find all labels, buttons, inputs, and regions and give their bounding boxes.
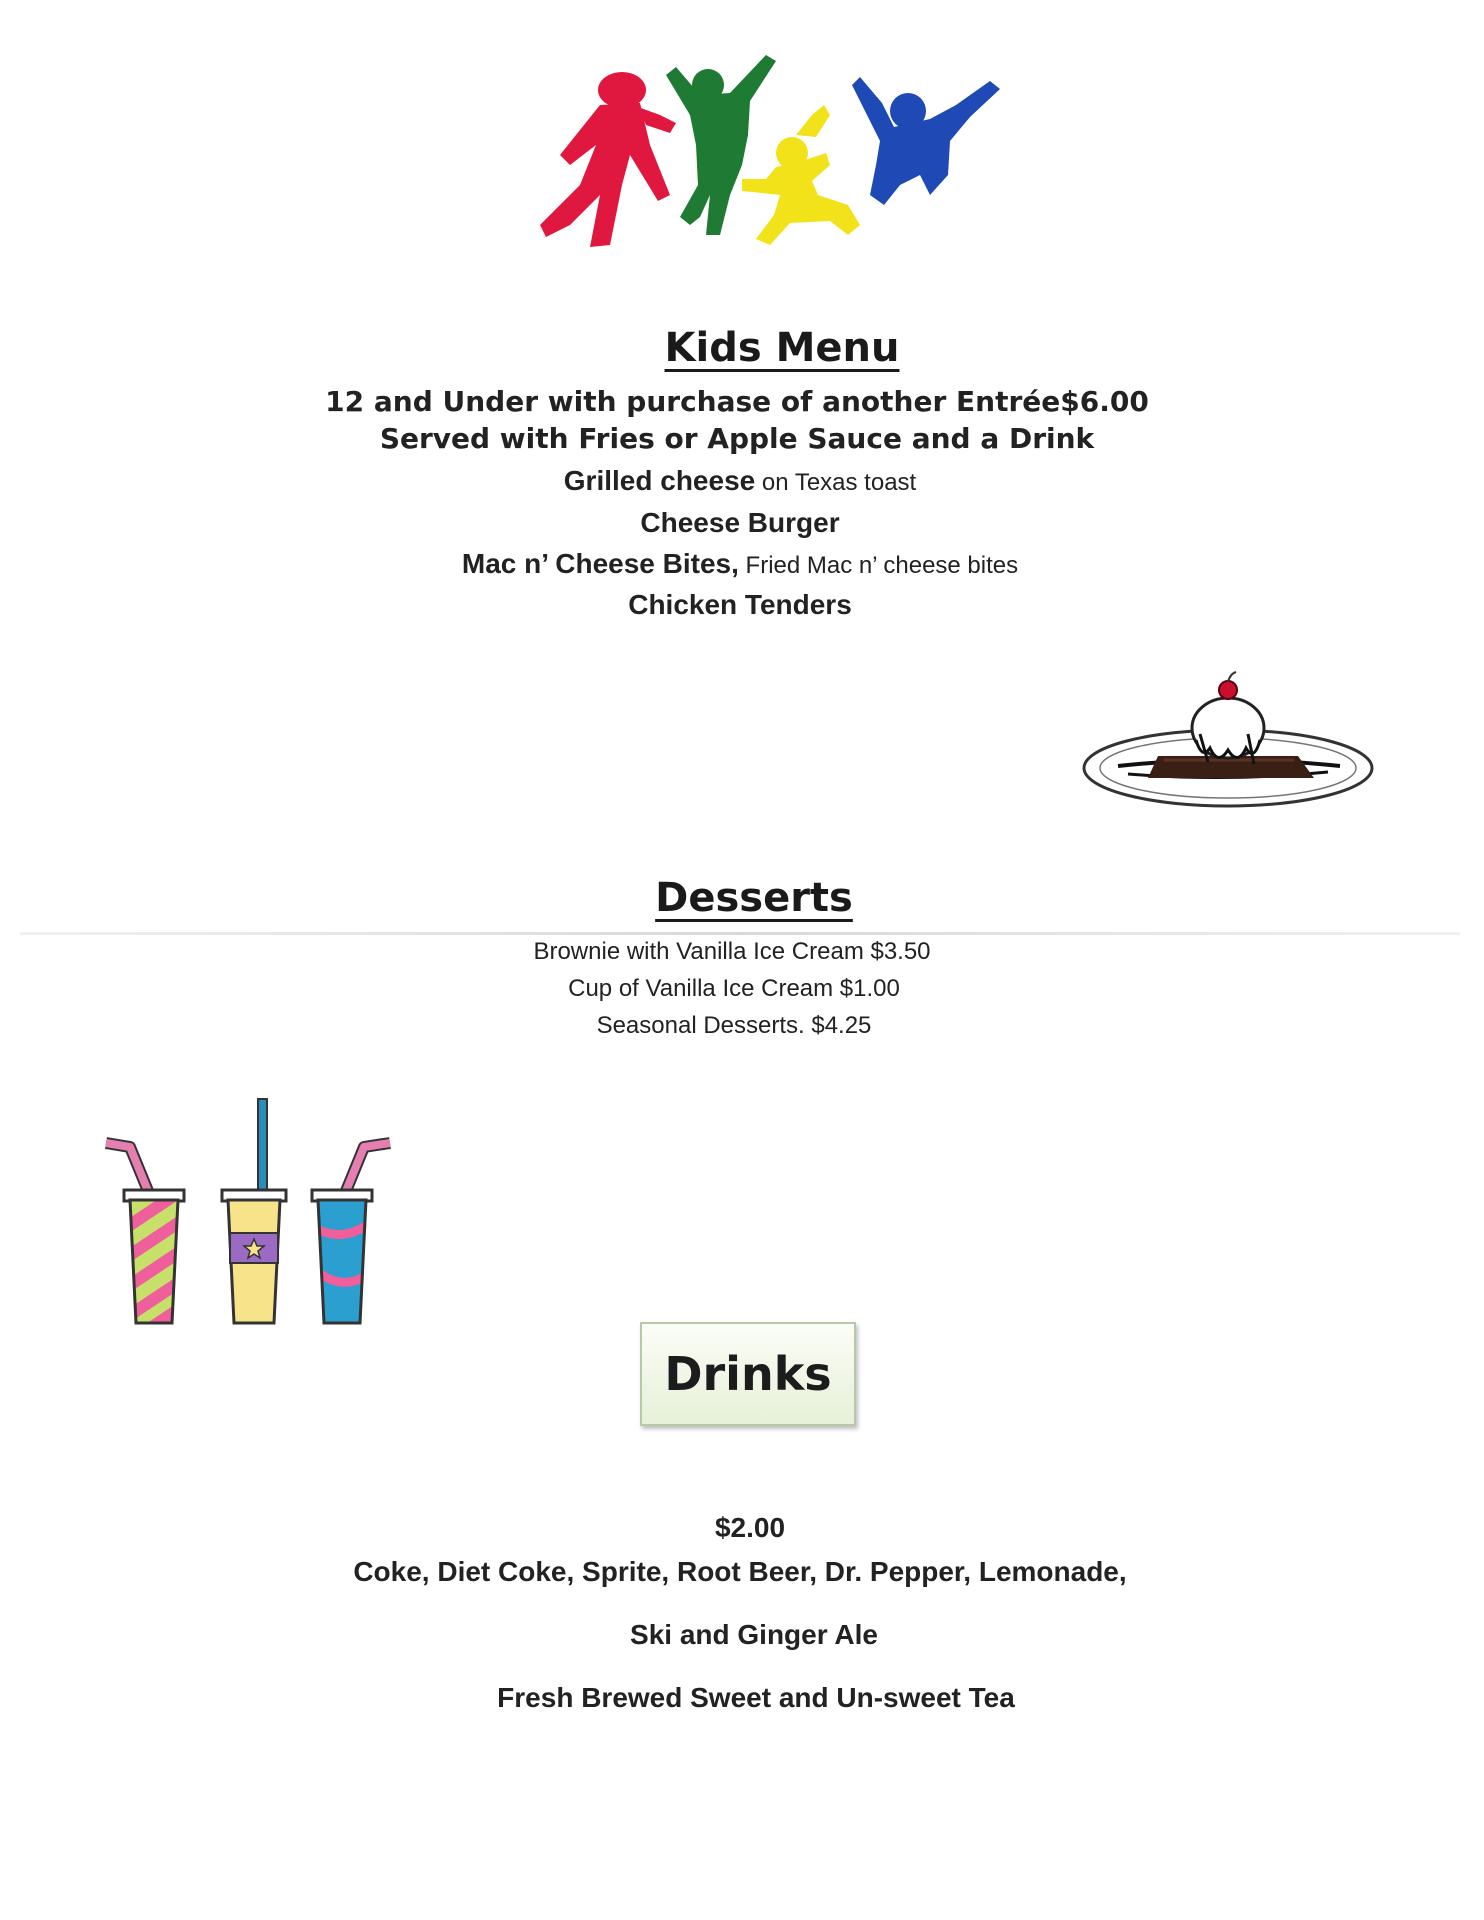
green-kid-silhouette [666,55,776,235]
dessert-item-seasonal: Seasonal Desserts. $4.25 [596,1012,872,1039]
drinks-line-tea: Fresh Brewed Sweet and Un-sweet Tea [497,1682,1015,1713]
jumping-kids-illustration [530,45,1030,260]
scan-divider [20,932,1460,935]
kids-item-name: Chicken Tenders [628,589,852,620]
dessert-item-brownie: Brownie with Vanilla Ice Cream $3.50 [533,938,931,965]
kids-menu-age-price: 12 and Under with purchase of another Entrée$6.00 [325,385,1149,418]
red-kid-silhouette [540,72,676,247]
drink-cups-illustration [100,1095,420,1335]
drinks-price: $2.00 [714,1512,786,1543]
kids-item-name: Mac n’ Cheese Bites, [461,548,739,579]
kids-item-mac-cheese-bites [0,548,1482,580]
drinks-title: Drinks [664,1347,832,1401]
kids-item-grilled-cheese [0,465,1482,497]
yellow-kid-silhouette [742,105,860,245]
kids-menu-title: Kids Menu [664,325,900,371]
kids-item-cheese-burger [0,507,1482,539]
drinks-line-sodas: Coke, Diet Coke, Sprite, Root Beer, Dr. Pepper, Lemonade, [353,1556,1127,1587]
kids-item-chicken-tenders [0,589,1482,621]
kids-menu-sides: Served with Fries or Apple Sauce and a Drink [379,422,1095,455]
kids-item-name: Cheese Burger [640,507,840,538]
kids-item-name: Grilled cheese [563,465,756,496]
kids-item-desc: on Texas toast [755,469,917,496]
kids-item-desc: Fried Mac n’ cheese bites [738,552,1019,579]
blue-kid-silhouette [852,77,1000,205]
desserts-title: Desserts [655,875,853,921]
drinks-title-box [640,1322,856,1426]
drinks-line-ski-ginger: Ski and Ginger Ale [630,1619,878,1650]
dessert-item-cup-ice-cream: Cup of Vanilla Ice Cream $1.00 [568,975,900,1002]
brownie-sundae-illustration [1078,670,1378,820]
